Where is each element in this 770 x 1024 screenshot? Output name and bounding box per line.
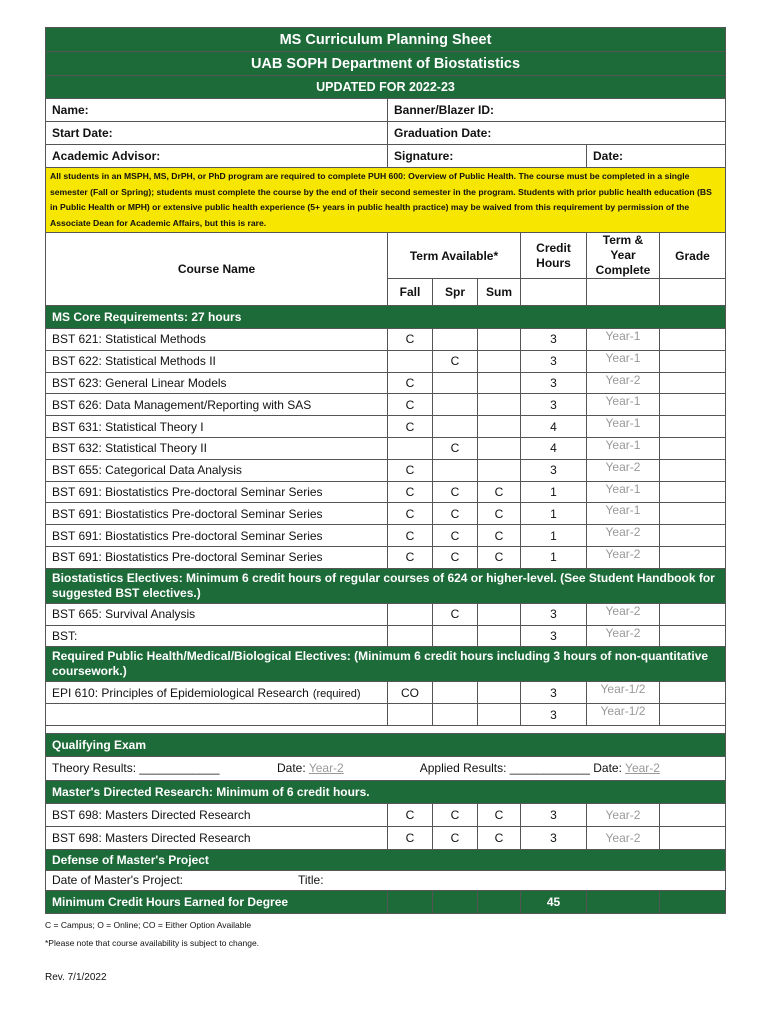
term-year-cell[interactable]: Year-2	[587, 826, 660, 849]
course-note: (required)	[312, 687, 361, 700]
course-row	[46, 416, 726, 438]
course-name-cell	[46, 329, 388, 351]
spr-header: Spr	[433, 279, 478, 306]
banner-id-field[interactable]	[388, 99, 726, 122]
term-year-cell[interactable]: Year-1	[587, 394, 660, 416]
course-row	[46, 394, 726, 416]
blank-cell	[433, 890, 478, 913]
course-row	[46, 803, 726, 826]
term-year-cell[interactable]: Year-2	[587, 803, 660, 826]
sum-cell: C	[478, 826, 521, 849]
credit-hours-cell: 4	[521, 437, 587, 459]
grade-cell[interactable]	[660, 459, 726, 481]
fall-cell	[388, 437, 433, 459]
spr-cell	[433, 394, 478, 416]
core-rows	[46, 329, 726, 569]
course-name-cell	[46, 372, 388, 394]
course-name: BST 698: Masters Directed Research	[52, 807, 251, 822]
credit-hours-cell: 3	[521, 803, 587, 826]
bst-electives-heading: Biostatistics Electives: Minimum 6 credit hours of regular courses of 624 or higher-level. (See Student Handbook for suggested BST electives.)	[46, 568, 726, 603]
spr-cell: C	[433, 481, 478, 503]
grade-cell[interactable]	[660, 525, 726, 547]
fall-cell: C	[388, 416, 433, 438]
course-name: BST 691: Biostatistics Pre-doctoral Seminar Series	[52, 528, 323, 543]
sum-cell: C	[478, 481, 521, 503]
credit-hours-cell: 3	[521, 682, 587, 704]
sheet-title: MS Curriculum Planning Sheet	[46, 28, 726, 52]
course-name: BST 626: Data Management/Reporting with SAS	[52, 397, 312, 412]
grade-cell[interactable]	[660, 394, 726, 416]
course-name: BST 632: Statistical Theory II	[52, 441, 207, 456]
credit-hours-cell: 3	[521, 329, 587, 351]
grade-cell[interactable]	[660, 625, 726, 647]
credit-hours-cell: 3	[521, 625, 587, 647]
course-row	[46, 682, 726, 704]
spr-cell: C	[433, 525, 478, 547]
course-row	[46, 603, 726, 625]
term-year-cell[interactable]: Year-2	[587, 625, 660, 647]
term-year-cell[interactable]: Year-1	[587, 416, 660, 438]
availability-footnote: *Please note that course availability is subject to change.	[45, 937, 260, 948]
credit-hours-cell: 1	[521, 481, 587, 503]
graduation-date-label: Graduation Date:	[394, 126, 492, 140]
directed-research-heading: Master's Directed Research: Minimum of 6 credit hours.	[46, 780, 726, 803]
sum-cell	[478, 704, 521, 726]
date-field[interactable]	[587, 145, 726, 168]
fall-cell: C	[388, 372, 433, 394]
course-name-cell	[46, 704, 388, 726]
legend-footnote: C = Campus; O = Online; CO = Either Option Available	[45, 919, 252, 930]
name-label: Name:	[52, 103, 89, 117]
course-name-cell	[46, 525, 388, 547]
blank-cell	[388, 890, 433, 913]
course-name-cell	[46, 803, 388, 826]
defense-heading: Defense of Master's Project	[46, 849, 726, 870]
term-year-header: Term & Year Complete	[587, 233, 660, 279]
grade-cell[interactable]	[660, 416, 726, 438]
sum-cell: C	[478, 803, 521, 826]
grade-cell[interactable]	[660, 329, 726, 351]
fall-cell: CO	[388, 682, 433, 704]
term-year-cell[interactable]: Year-1	[587, 350, 660, 372]
curriculum-sheet	[45, 27, 725, 948]
spr-cell	[433, 416, 478, 438]
grade-cell[interactable]	[660, 803, 726, 826]
theory-date-label: Date:	[277, 761, 306, 776]
course-row	[46, 704, 726, 726]
spr-cell	[433, 329, 478, 351]
spr-cell	[433, 625, 478, 647]
applied-date-label: Date:	[593, 761, 622, 776]
credit-hours-cell: 3	[521, 459, 587, 481]
course-name: BST 631: Statistical Theory I	[52, 419, 204, 434]
course-name-cell	[46, 481, 388, 503]
course-name: BST 698: Masters Directed Research	[52, 830, 251, 845]
term-year-cell[interactable]: Year-1	[587, 329, 660, 351]
advisor-field[interactable]	[46, 145, 388, 168]
course-name-cell	[46, 503, 388, 525]
qualifying-exam-heading: Qualifying Exam	[46, 733, 726, 756]
term-year-cell[interactable]: Year-2	[587, 372, 660, 394]
sum-cell	[478, 394, 521, 416]
credit-hours-cell: 3	[521, 394, 587, 416]
course-name: BST 691: Biostatistics Pre-doctoral Seminar Series	[52, 484, 323, 499]
spr-cell: C	[433, 826, 478, 849]
credit-hours-cell: 1	[521, 503, 587, 525]
grade-cell[interactable]	[660, 546, 726, 568]
credit-hours-cell: 3	[521, 350, 587, 372]
course-name-header: Course Name	[46, 233, 388, 306]
fall-cell: C	[388, 546, 433, 568]
fall-cell	[388, 603, 433, 625]
sum-cell	[478, 437, 521, 459]
term-year-cell[interactable]: Year-1	[587, 437, 660, 459]
credit-hours-header: Credit Hours	[521, 233, 587, 279]
blank-cell	[660, 279, 726, 306]
grade-cell[interactable]	[660, 372, 726, 394]
course-name-cell	[46, 394, 388, 416]
sum-cell	[478, 329, 521, 351]
spacer	[46, 725, 726, 733]
grade-cell[interactable]	[660, 350, 726, 372]
fall-cell: C	[388, 394, 433, 416]
advisor-label: Academic Advisor:	[52, 149, 161, 163]
term-year-cell[interactable]: Year-1	[587, 503, 660, 525]
term-year-cell[interactable]: Year-1/2	[587, 682, 660, 704]
name-field[interactable]	[46, 99, 388, 122]
spr-cell: C	[433, 350, 478, 372]
theory-results	[52, 761, 277, 775]
ph-elective-rows	[46, 682, 726, 726]
sum-header: Sum	[478, 279, 521, 306]
spr-cell: C	[433, 437, 478, 459]
course-row	[46, 525, 726, 547]
course-name-cell	[46, 546, 388, 568]
graduation-date-field[interactable]	[388, 122, 726, 145]
sum-cell: C	[478, 525, 521, 547]
fall-cell: C	[388, 459, 433, 481]
grade-cell[interactable]	[660, 437, 726, 459]
spr-cell: C	[433, 603, 478, 625]
spr-cell	[433, 459, 478, 481]
bst-elective-rows	[46, 603, 726, 647]
fall-cell: C	[388, 525, 433, 547]
course-row	[46, 329, 726, 351]
spr-cell	[433, 372, 478, 394]
fall-cell: C	[388, 503, 433, 525]
course-name-cell	[46, 826, 388, 849]
blank-cell	[660, 890, 726, 913]
blank-cell	[587, 890, 660, 913]
course-name-cell	[46, 682, 388, 704]
core-section-heading: MS Core Requirements: 27 hours	[46, 306, 726, 329]
theory-year: Year-2	[308, 761, 344, 776]
total-hours-value: 45	[521, 890, 587, 913]
course-name-cell	[46, 603, 388, 625]
credit-hours-cell: 4	[521, 416, 587, 438]
sum-cell	[478, 682, 521, 704]
blank-cell	[587, 279, 660, 306]
course-row	[46, 625, 726, 647]
term-year-cell[interactable]: Year-1/2	[587, 704, 660, 726]
grade-cell[interactable]	[660, 682, 726, 704]
course-row	[46, 350, 726, 372]
fall-cell	[388, 350, 433, 372]
qualifying-exam-row[interactable]	[46, 756, 726, 780]
fall-cell: C	[388, 481, 433, 503]
fall-cell: C	[388, 826, 433, 849]
signature-label: Signature:	[394, 149, 454, 163]
total-hours-label: Minimum Credit Hours Earned for Degree	[46, 890, 388, 913]
term-year-cell[interactable]: Year-2	[587, 459, 660, 481]
grade-cell[interactable]	[660, 704, 726, 726]
ph-electives-heading: Required Public Health/Medical/Biological Electives: (Minimum 6 credit hours including 3 hours of non-quantitative coursework.)	[46, 647, 726, 682]
credit-hours-cell: 3	[521, 704, 587, 726]
sum-cell	[478, 459, 521, 481]
course-name: BST 621: Statistical Methods	[52, 332, 206, 347]
defense-date-label: Date of Master's Project:	[52, 873, 184, 888]
spr-cell: C	[433, 503, 478, 525]
applied-year: Year-2	[625, 761, 660, 776]
sum-cell	[478, 372, 521, 394]
course-name-cell	[46, 459, 388, 481]
course-name: BST 655: Categorical Data Analysis	[52, 463, 242, 478]
fall-cell	[388, 625, 433, 647]
credit-hours-cell: 3	[521, 826, 587, 849]
spr-cell	[433, 704, 478, 726]
grade-cell[interactable]	[660, 481, 726, 503]
course-name: BST:	[52, 628, 78, 643]
sum-cell	[478, 416, 521, 438]
banner-id-label: Banner/Blazer ID:	[394, 103, 495, 117]
course-name: BST 665: Survival Analysis	[52, 607, 196, 622]
course-name: BST 623: General Linear Models	[52, 375, 227, 390]
revision-date: Rev. 7/1/2022	[45, 972, 107, 983]
curriculum-table	[45, 27, 726, 914]
blank-cell	[521, 279, 587, 306]
course-row	[46, 481, 726, 503]
course-row	[46, 459, 726, 481]
date-label: Date:	[593, 149, 624, 163]
department-title: UAB SOPH Department of Biostatistics	[46, 52, 726, 76]
credit-hours-cell: 1	[521, 525, 587, 547]
theory-results-label: Theory Results: ____________	[52, 761, 220, 776]
fall-cell: C	[388, 329, 433, 351]
fall-cell: C	[388, 803, 433, 826]
course-name: BST 691: Biostatistics Pre-doctoral Seminar Series	[52, 550, 323, 565]
signature-field[interactable]	[388, 145, 587, 168]
grade-cell[interactable]	[660, 826, 726, 849]
course-row	[46, 372, 726, 394]
course-name-cell	[46, 437, 388, 459]
course-row	[46, 546, 726, 568]
term-available-header: Term Available*	[388, 233, 521, 279]
term-year-cell[interactable]: Year-2	[587, 525, 660, 547]
grade-header: Grade	[660, 233, 726, 279]
sum-cell	[478, 350, 521, 372]
grade-cell[interactable]	[660, 503, 726, 525]
sum-cell: C	[478, 546, 521, 568]
start-date-label: Start Date:	[52, 126, 113, 140]
credit-hours-cell: 3	[521, 372, 587, 394]
fall-cell	[388, 704, 433, 726]
grade-cell[interactable]	[660, 603, 726, 625]
sum-cell	[478, 603, 521, 625]
applied-results-label: Applied Results: ____________	[419, 761, 590, 776]
blank-cell	[478, 890, 521, 913]
defense-title-label: Title:	[298, 873, 324, 888]
term-year-cell[interactable]: Year-1	[587, 481, 660, 503]
start-date-field[interactable]	[46, 122, 388, 145]
term-year-cell[interactable]: Year-2	[587, 546, 660, 568]
credit-hours-cell: 1	[521, 546, 587, 568]
defense-row[interactable]	[46, 870, 726, 890]
spr-cell: C	[433, 803, 478, 826]
course-name-cell	[46, 350, 388, 372]
puh-600-notice: All students in an MSPH, MS, DrPH, or PhD program are required to complete PUH 600: Overview of Public Health. The course must be completed in a single semester (Fall or Spring); students must complete the course by the end of their second semester in the program. Students with prior public health education (BS in Public Health or MPH) or extensive public health experience (5+ years in public health practice) may be waived from this requirement by permission of the Associate Dean for Academic Affairs, but this is rare.	[46, 168, 726, 233]
spr-cell: C	[433, 546, 478, 568]
course-name: BST 622: Statistical Methods II	[52, 354, 216, 369]
course-row	[46, 826, 726, 849]
course-row	[46, 503, 726, 525]
sum-cell: C	[478, 503, 521, 525]
fall-header: Fall	[388, 279, 433, 306]
spr-cell	[433, 682, 478, 704]
sum-cell	[478, 625, 521, 647]
course-row	[46, 437, 726, 459]
course-name-cell	[46, 625, 388, 647]
course-name-cell	[46, 416, 388, 438]
updated-banner: UPDATED FOR 2022-23	[46, 76, 726, 99]
course-name: BST 691: Biostatistics Pre-doctoral Seminar Series	[52, 506, 323, 521]
credit-hours-cell: 3	[521, 603, 587, 625]
course-name: EPI 610: Principles of Epidemiological Research	[52, 685, 309, 700]
research-rows	[46, 803, 726, 849]
term-year-cell[interactable]: Year-2	[587, 603, 660, 625]
